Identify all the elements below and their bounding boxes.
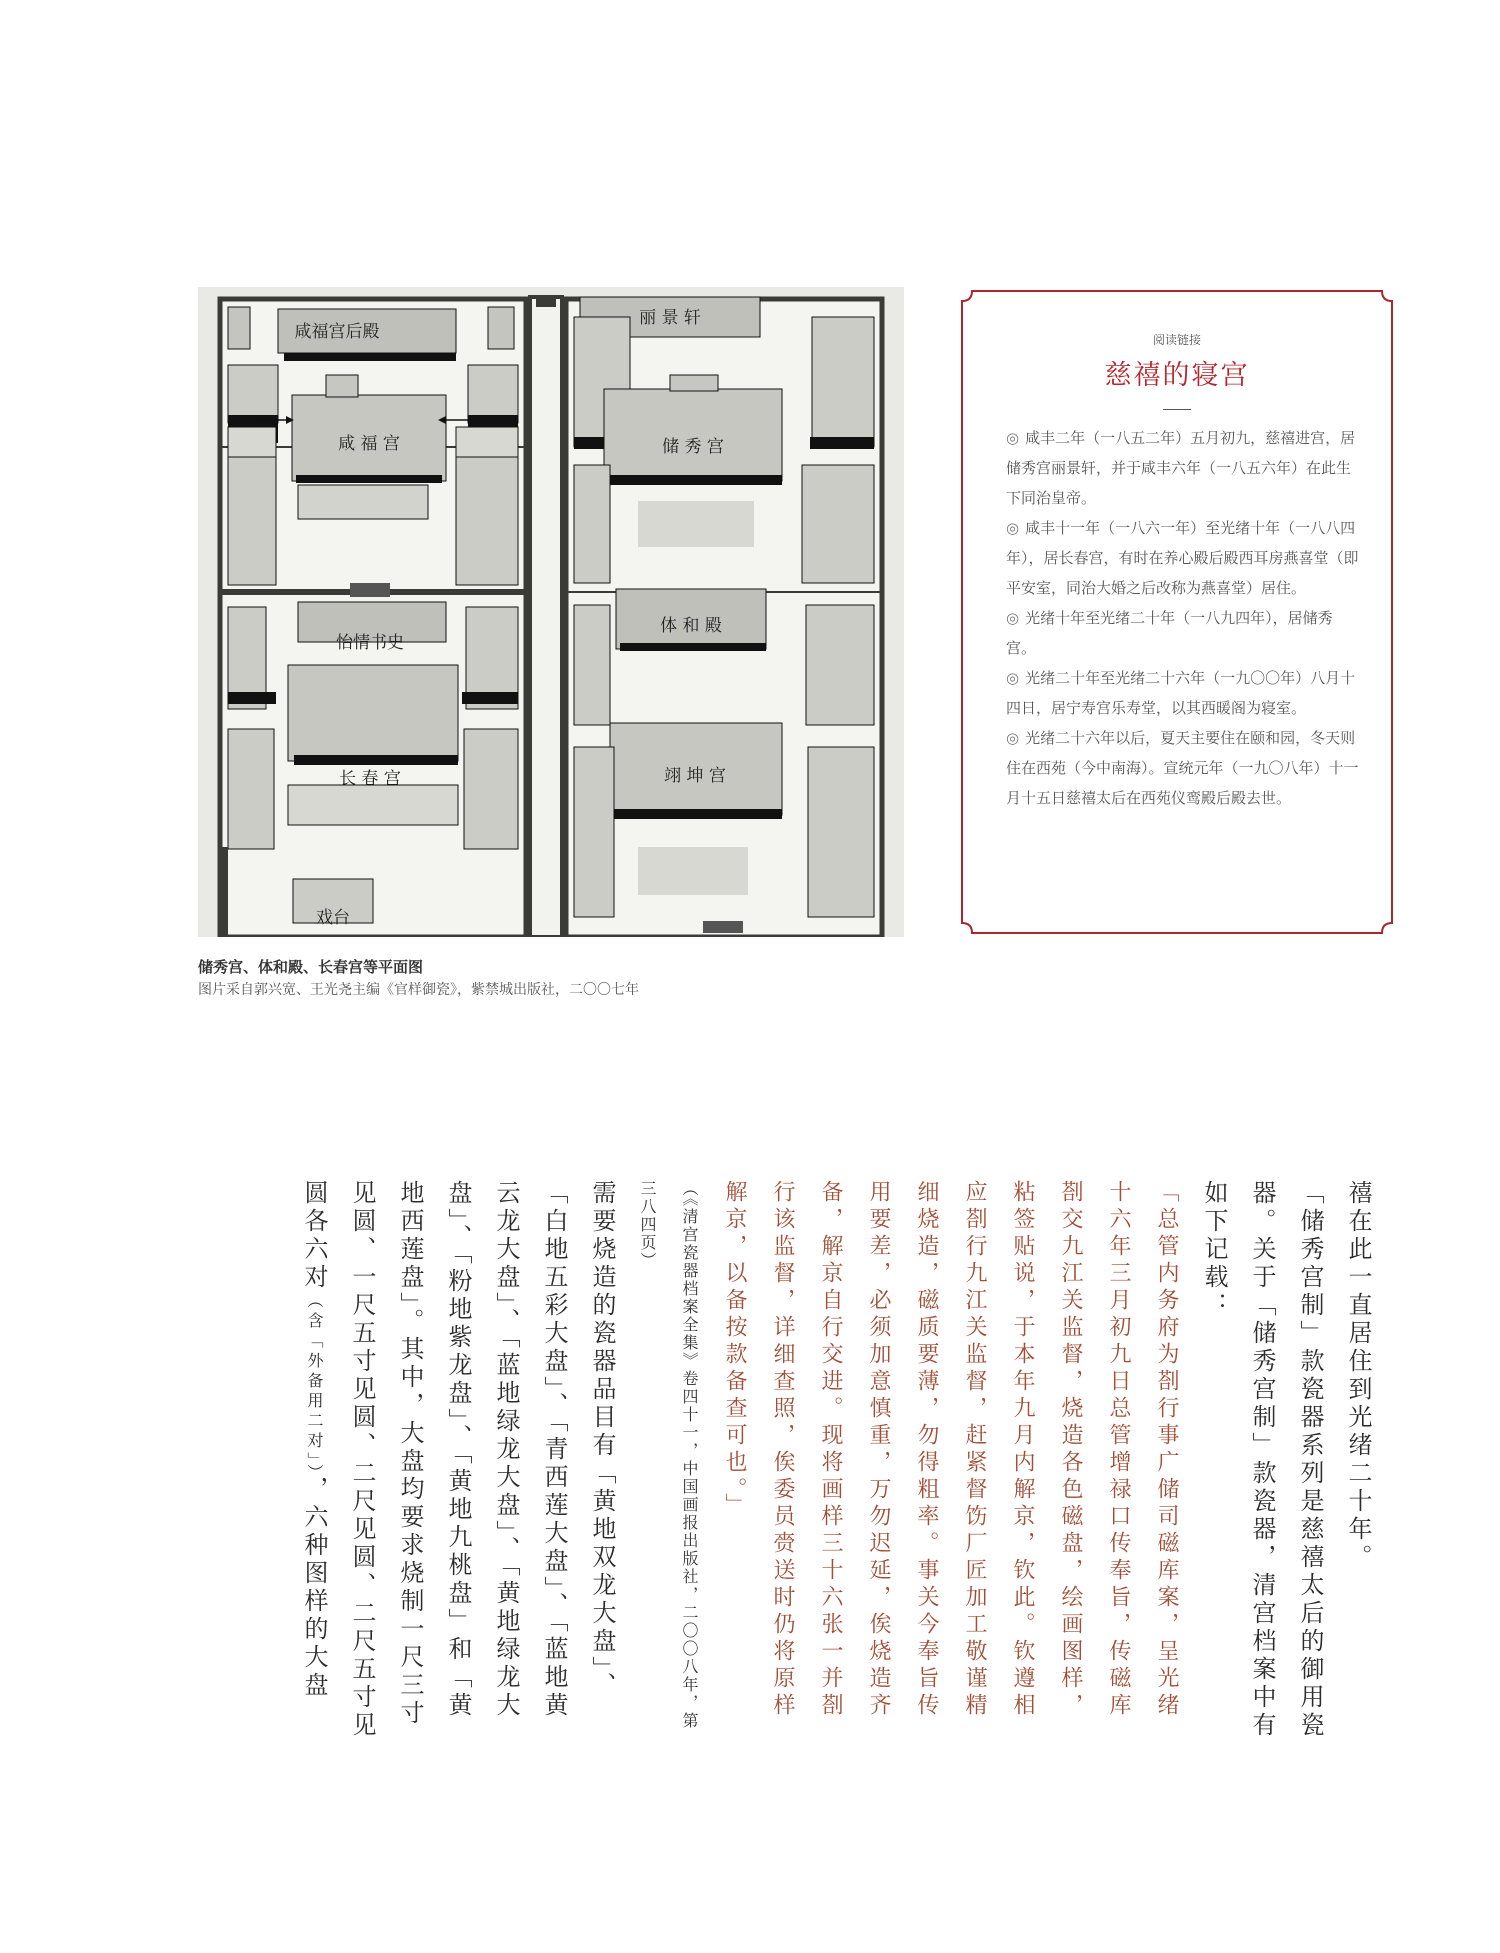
title-divider [1163,409,1191,410]
list-item [1006,663,1360,723]
palace-floor-plan [198,287,904,937]
list-item-text: 光绪二十六年以后，夏天主要住在颐和园，冬天则住在西苑（今中南海）。宣统元年（一九〇八年）十一月十五日慈禧太后在西苑仪鸾殿后殿去世。 [1006,729,1359,807]
hall-label-yikun: 翊 坤 宫 [664,766,726,786]
body-paragraph-2: 「储秀宫制」款瓷器系列是慈禧太后的御用瓷器。关于「储秀宫制」款瓷器，清宫档案中有如下记载： [1200,1180,1324,1740]
list-item-text: 咸丰二年（一八五二年）五月初九，慈禧进宫，居储秀宫丽景轩，并于咸丰六年（一八五六年）在此生下同治皇帝。 [1006,429,1356,507]
bullet-icon: ◎ [1006,519,1020,537]
body-paragraph-3-text: 需要烧造的瓷器品目有「黄地双龙大盘」、「白地五彩大盘」、「青西莲大盘」、「蓝地黄云龙大盘」、「蓝地绿龙大盘」、「黄地绿龙大盘」、「粉地紫龙盘」、「黄地九桃盘」和「黄地西莲盘」。其中，大盘均要求烧制一尺三寸见圆、一尺五寸见圆、二尺见圆、二尺五寸见圆各六对 [300,1180,616,1740]
list-item-text: 光绪二十年至光绪二十六年（一九〇〇年）八月十四日，居宁寿宫乐寿堂，以其西暖阁为寝室。 [1006,669,1356,717]
box-kicker: 阅读链接 [1152,333,1201,347]
caption-title: 储秀宫、体和殿、长春宫等平面图 [198,958,424,976]
list-item-text: 光绪十年至光绪二十年（一八九四年），居储秀宫。 [1006,609,1333,657]
hall-label-xianfu-rear: 咸福宫后殿 [294,322,380,342]
hall-label-xianfu: 咸 福 宫 [338,434,400,454]
body-paragraph-3-tail: ，六种图样的大盘 [300,1476,328,1700]
bullet-icon: ◎ [1006,609,1020,627]
bullet-icon: ◎ [1006,669,1020,687]
hall-label-tihe: 体 和 殿 [660,616,722,636]
list-item [1006,603,1360,663]
list-item-text: 咸丰十一年（一八六一年）至光绪十年（一八八四年），居长春宫，有时在养心殿后殿西耳房燕喜堂（即平安室，同治大婚之后改称为燕喜堂）居住。 [1006,519,1359,597]
quote-citation: （《清宫瓷器档案全集》卷四十一，中国画报出版社，二〇〇八年，第三八四页） [638,1180,699,1730]
list-item [1006,513,1360,603]
hall-label-chuxiu: 储 秀 宫 [662,437,724,457]
archive-quote: 「总管内务府为剳行事广储司磁库案，呈光绪十六年三月初九日总管增禄口传奉旨，传磁库剳交九江关监督，烧造各色磁盘，绘画图样，粘签贴说，于本年九月内解京，钦此。钦遵相应剳行九江关监督，赶紧督饬厂匠加工敬谨精细烧造，磁质要薄，勿得粗率。事关今奉旨传用要差，必须加意慎重，万勿迟延，俟烧造齐备，解京自行交进。现将画样三十六张一并剳行该监督，详细查照，俟委员赍送时仍将原样解京，以备按款备查可也。」 [722,1180,1179,1720]
hall-label-yiqing: 怡情书史 [336,633,404,653]
hall-label-lijing: 丽 景 轩 [639,308,701,328]
caption-source: 图片采自郭兴宽、王光尧主编《官样御瓷》，紫禁城出版社，二〇〇七年 [198,982,639,998]
box-list [1006,423,1360,813]
body-paragraph-1: 禧在此一直居住到光绪二十年。 [1344,1180,1372,1572]
hall-label-changchun: 长 春 宫 [339,769,401,789]
inline-note: （含「外备用二对」） [305,1292,324,1476]
reading-link-box [958,287,1396,937]
hall-label-xitai: 戏台 [316,908,350,928]
list-item [1006,723,1360,813]
vertical-body-text [192,1180,1382,1740]
floor-plan-drawing [198,287,904,937]
body-paragraph-3 [290,1180,626,1740]
list-item [1006,423,1360,513]
bullet-icon: ◎ [1006,729,1020,747]
figure-caption [198,956,918,1002]
bullet-icon: ◎ [1006,429,1020,447]
box-title: 慈禧的寝宫 [1104,360,1250,391]
